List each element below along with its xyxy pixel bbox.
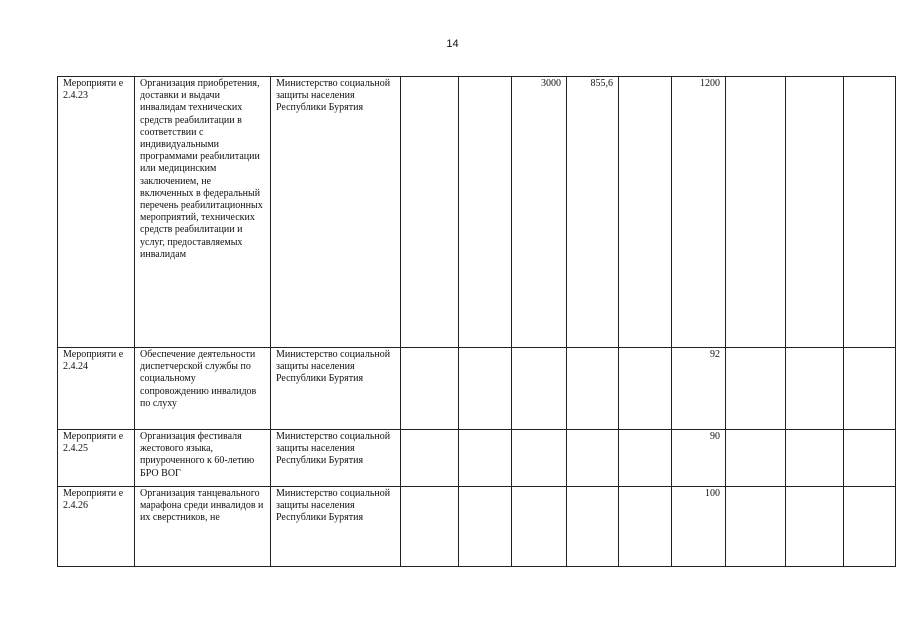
table-cell-c4 bbox=[401, 77, 459, 348]
table-cell-c7 bbox=[567, 348, 619, 430]
table-cell-executor: Министерство социальной защиты населения Республики Бурятия bbox=[271, 348, 401, 430]
table-cell-c11 bbox=[786, 348, 844, 430]
table-cell-measure: Мероприяти е 2.4.26 bbox=[58, 487, 135, 567]
table-cell-c11 bbox=[786, 77, 844, 348]
page-number: 14 bbox=[446, 38, 459, 50]
table-row bbox=[58, 487, 896, 567]
table-cell-measure: Мероприяти е 2.4.23 bbox=[58, 77, 135, 348]
table-cell-c12 bbox=[844, 487, 896, 567]
table-cell-c9: 90 bbox=[672, 430, 726, 487]
table-cell-executor: Министерство социальной защиты населения Республики Бурятия bbox=[271, 430, 401, 487]
table-cell-description: Организация танцевального марафона среди инвалидов и их сверстников, не bbox=[135, 487, 271, 567]
table-cell-c7 bbox=[567, 430, 619, 487]
table-cell-c8 bbox=[619, 487, 672, 567]
table-cell-c5 bbox=[459, 77, 512, 348]
table-cell-description: Организация приобретения, доставки и выдачи инвалидам технических средств реабилитации в соответствии с индивидуальными программами реабилитации или медицинским заключением, не включенных в федеральный перечень реабилитационных мероприятий, технических средств реабилитации и услуг, предоставляемых инвалидам bbox=[135, 77, 271, 348]
table-cell-c6 bbox=[512, 487, 567, 567]
table-cell-c7 bbox=[567, 487, 619, 567]
table-cell-c12 bbox=[844, 348, 896, 430]
table-cell-description: Организация фестиваля жестового языка, приуроченного к 60-летию БРО ВОГ bbox=[135, 430, 271, 487]
table-cell-c10 bbox=[726, 77, 786, 348]
table-cell-c5 bbox=[459, 348, 512, 430]
table-cell-executor: Министерство социальной защиты населения Республики Бурятия bbox=[271, 77, 401, 348]
table-cell-c10 bbox=[726, 487, 786, 567]
table-row bbox=[58, 430, 896, 487]
table-cell-c8 bbox=[619, 430, 672, 487]
table-cell-c11 bbox=[786, 487, 844, 567]
table-cell-c10 bbox=[726, 348, 786, 430]
table-cell-c12 bbox=[844, 77, 896, 348]
table-cell-c9: 92 bbox=[672, 348, 726, 430]
table-cell-c7: 855,6 bbox=[567, 77, 619, 348]
table-cell-c10 bbox=[726, 430, 786, 487]
table-cell-c9: 1200 bbox=[672, 77, 726, 348]
table-row bbox=[58, 77, 896, 348]
table-cell-c8 bbox=[619, 348, 672, 430]
table-cell-c5 bbox=[459, 430, 512, 487]
program-measures-table bbox=[57, 76, 896, 567]
table-cell-c4 bbox=[401, 430, 459, 487]
table-cell-c6: 3000 bbox=[512, 77, 567, 348]
table-cell-c9: 100 bbox=[672, 487, 726, 567]
table-cell-c4 bbox=[401, 348, 459, 430]
table-cell-measure: Мероприяти е 2.4.24 bbox=[58, 348, 135, 430]
table-cell-measure: Мероприяти е 2.4.25 bbox=[58, 430, 135, 487]
table-cell-executor: Министерство социальной защиты населения Республики Бурятия bbox=[271, 487, 401, 567]
table-cell-c5 bbox=[459, 487, 512, 567]
table-cell-description: Обеспечение деятельности диспетчерской службы по социальному сопровождению инвалидов по слуху bbox=[135, 348, 271, 430]
table-cell-c6 bbox=[512, 430, 567, 487]
table-cell-c11 bbox=[786, 430, 844, 487]
table-cell-c12 bbox=[844, 430, 896, 487]
table-row bbox=[58, 348, 896, 430]
table-cell-c8 bbox=[619, 77, 672, 348]
table-cell-c6 bbox=[512, 348, 567, 430]
table-cell-c4 bbox=[401, 487, 459, 567]
